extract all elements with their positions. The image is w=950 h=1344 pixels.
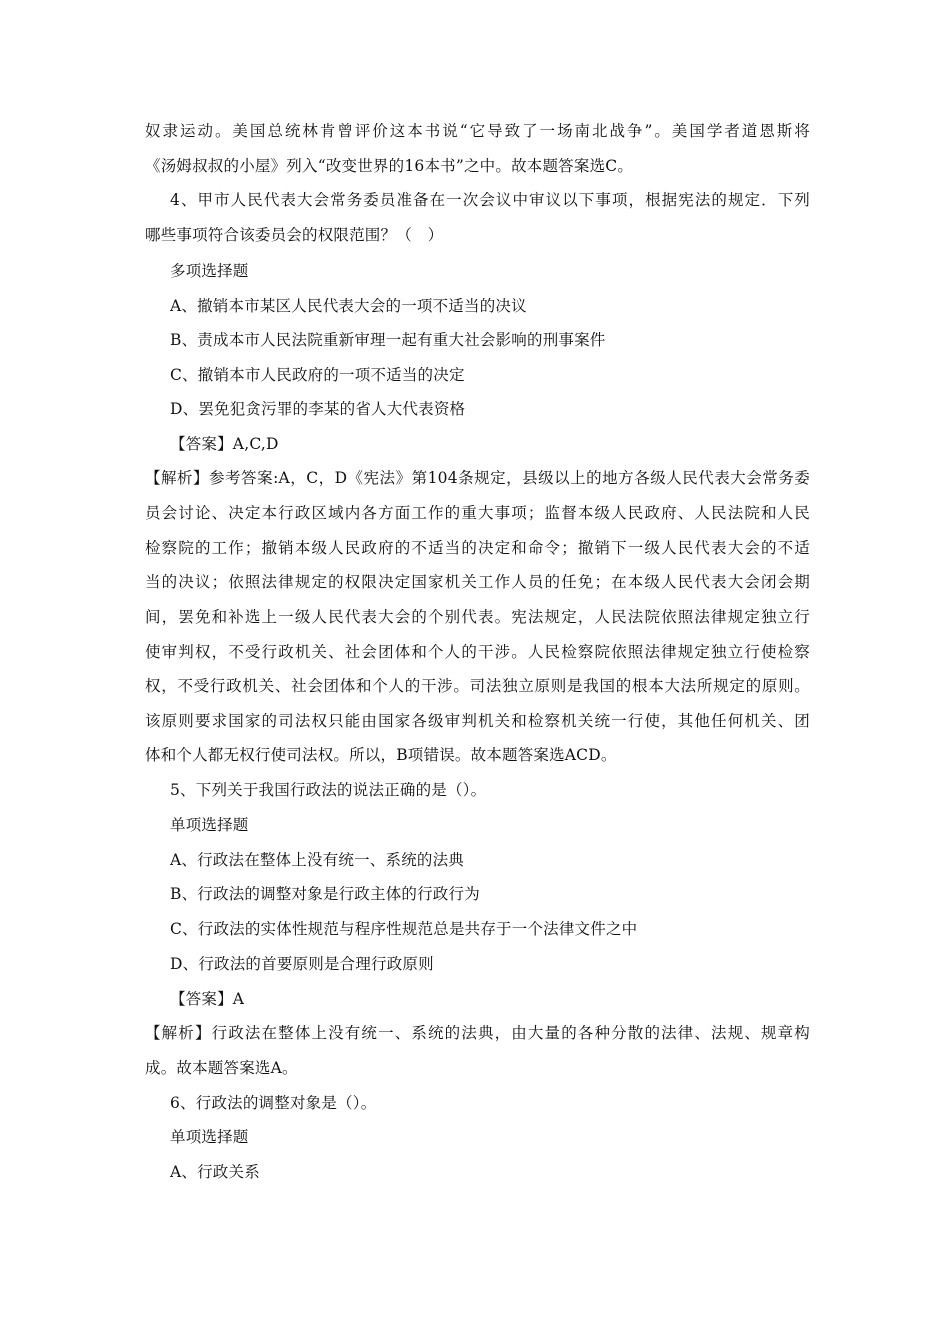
analysis-line: 间，罢免和补选上一级人民代表大会的个别代表。宪法规定，人民法院依照法律规定独立行 [145,608,810,626]
question-type: 单项选择题 [170,1128,249,1146]
option-a: A、撤销本市某区人民代表大会的一项不适当的决议 [170,297,527,315]
question-6-stem: 6、行政法的调整对象是（）。 [170,1094,377,1112]
question-5-stem: 5、下列关于我国行政法的说法正确的是（）。 [170,781,487,799]
analysis-line: 员会讨论、决定本行政区域内各方面工作的重大事项；监督本级人民政府、人民法院和人民 [145,504,810,522]
analysis-line: 体和个人都无权行使司法权。所以，B项错误。故本题答案选ACD。 [145,746,617,764]
question-4-stem: 4、甲市人民代表大会常务委员准备在一次会议中审议以下事项，根据宪法的规定．下列 [170,191,810,209]
question-4-stem-cont: 哪些事项符合该委员会的权限范围？（ ） [145,226,444,244]
analysis-line: 检察院的工作；撤销本级人民政府的不适当的决定和命令；撤销下一级人民代表大会的不适 [145,539,810,557]
option-c: C、行政法的实体性规范与程序性规范总是共存于一个法律文件之中 [170,920,638,938]
option-c: C、撤销本市人民政府的一项不适当的决定 [170,366,465,384]
analysis-line: 该原则要求国家的司法权只能由国家各级审判机关和检察机关统一行使，其他任何机关、团 [145,712,810,730]
analysis-line: 使审判权，不受行政机关、社会团体和个人的干涉。人民检察院依照法律规定独立行使检察 [145,643,810,661]
question-type: 多项选择题 [170,262,249,280]
text-line: 《汤姆叔叔的小屋》列入“改变世界的16本书”之中。故本题答案选C。 [145,157,634,175]
option-d: D、罢免犯贪污罪的李某的省人大代表资格 [170,400,466,418]
analysis-line: 当的决议；依照法律规定的权限决定国家机关工作人员的任免；在本级人民代表大会闭会期 [145,573,810,591]
text-line: 奴隶运动。美国总统林肯曾评价这本书说“它导致了一场南北战争”。美国学者道恩斯将 [145,122,810,140]
option-b: B、责成本市人民法院重新审理一起有重大社会影响的刑事案件 [170,331,606,349]
analysis: 【解析】参考答案:A，C，D《宪法》第104条规定，县级以上的地方各级人民代表大会常务委 [145,469,810,487]
option-a: A、行政关系 [170,1163,260,1181]
option-a: A、行政法在整体上没有统一、系统的法典 [170,851,464,869]
option-d: D、行政法的首要原则是合理行政原则 [170,955,434,973]
analysis-line: 权，不受行政机关、社会团体和个人的干涉。司法独立原则是我国的根本大法所规定的原则。 [145,677,810,695]
answer: 【答案】A [170,990,245,1008]
analysis: 【解析】行政法在整体上没有统一、系统的法典，由大量的各种分散的法律、法规、规章构 [145,1024,810,1042]
option-b: B、行政法的调整对象是行政主体的行政行为 [170,885,480,903]
answer: 【答案】A,C,D [170,435,279,453]
question-type: 单项选择题 [170,816,249,834]
analysis-line: 成。故本题答案选A。 [145,1059,298,1077]
